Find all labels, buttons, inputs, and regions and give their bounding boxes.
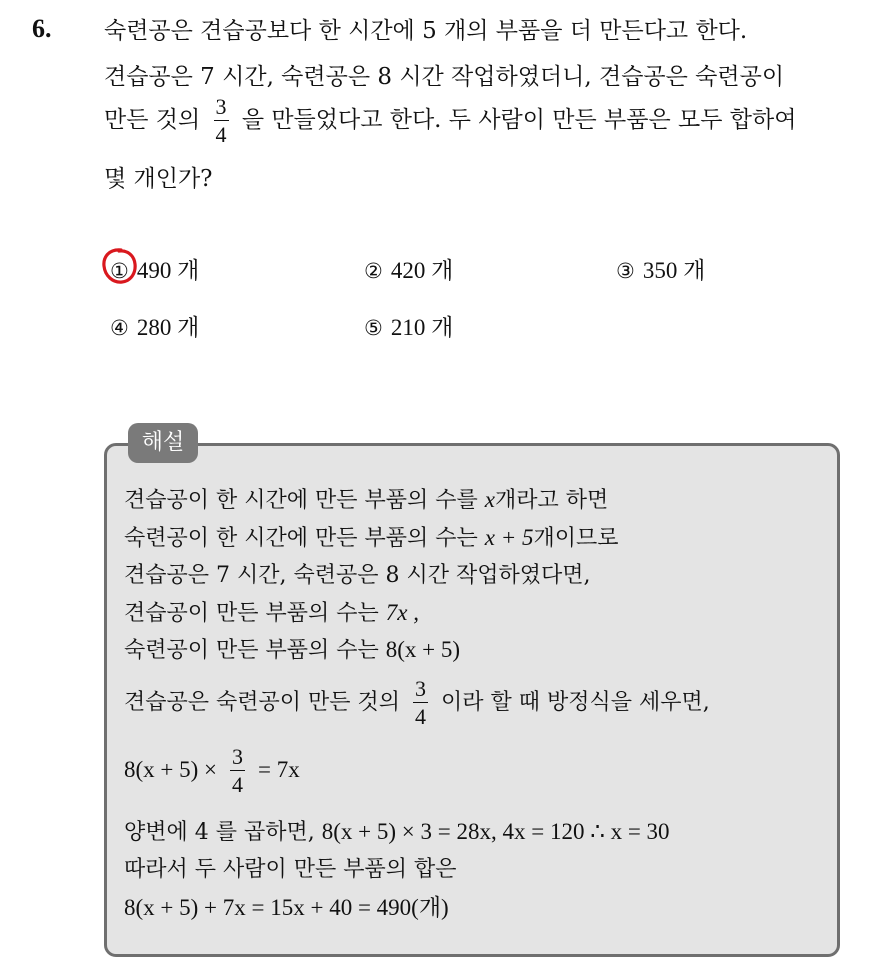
choice-2-text: 420 개 [390, 258, 454, 283]
question-line-1: 숙련공은 견습공보다 한 시간에 5 개의 부품을 더 만든다고 한다. [104, 18, 748, 44]
question-line-4: 몇 개인가? [104, 166, 213, 192]
solution-fraction-1-num: 3 [415, 676, 427, 701]
solution-fraction-2-den: 4 [232, 772, 244, 797]
choice-4-mark: ④ [110, 316, 129, 340]
fraction-numerator: 3 [215, 94, 227, 119]
choice-3[interactable] [616, 252, 705, 285]
solution-line-1 [124, 483, 608, 514]
choice-2[interactable] [364, 252, 453, 285]
question-line-2: 견습공은 7 시간, 숙련공은 8 시간 작업하였더니, 견습공은 숙련공이 [104, 64, 785, 90]
solution-line-2 [124, 521, 619, 552]
solution-line-10: 8(x + 5) + 7x = 15x + 40 = 490(개) [124, 895, 449, 920]
question-line-3-before: 만든 것의 [104, 107, 201, 133]
solution-line-6-end: 이라 할 때 방정식을 세우면, [441, 690, 710, 715]
solution-line-2-text: 숙련공이 한 시간에 만든 부품의 수는 [124, 526, 478, 551]
solution-line-8 [124, 815, 670, 846]
choice-4[interactable] [110, 309, 199, 342]
choice-2-mark: ② [364, 259, 383, 283]
question-line-3 [104, 96, 796, 146]
choice-1-text: 490 개 [136, 258, 200, 283]
question-number: 6. [32, 14, 52, 43]
question-line-3-after: 을 만들었다고 한다. 두 사람이 만든 부품은 모두 합하여 [241, 107, 797, 133]
solution-line-2-end: 개이므로 [533, 526, 619, 551]
solution-line-5-text: 숙련공이 만든 부품의 수는 [124, 638, 379, 663]
solution-line-1-end: 개라고 하면 [494, 488, 609, 513]
choice-4-text: 280 개 [136, 315, 200, 340]
choice-3-mark: ③ [616, 259, 635, 283]
solution-line-4 [124, 596, 419, 627]
choice-1-mark: ① [110, 259, 129, 283]
choice-3-text: 350 개 [642, 258, 706, 283]
choice-5[interactable] [364, 309, 453, 342]
fraction-three-quarters [214, 96, 229, 146]
solution-fraction-2 [230, 746, 245, 796]
solution-line-4-math: 7x , [385, 600, 419, 625]
solution-line-1-text: 견습공이 한 시간에 만든 부품의 수를 [124, 488, 478, 513]
choice-5-text: 210 개 [390, 315, 454, 340]
solution-line-2-math: x + 5 [484, 525, 534, 550]
solution-tag: 해설 [128, 423, 198, 463]
solution-line-6 [124, 678, 710, 728]
solution-line-8-math: 8(x + 5) × 3 = 28x, 4x = 120 ∴ x = 30 [321, 819, 670, 844]
solution-line-7 [124, 746, 300, 796]
solution-line-6-text: 견습공은 숙련공이 만든 것의 [124, 690, 401, 715]
solution-fraction-1 [413, 678, 428, 728]
solution-var-x: x [484, 487, 495, 512]
choice-5-mark: ⑤ [364, 316, 383, 340]
solution-fraction-2-num: 3 [232, 744, 244, 769]
solution-line-7-right: = 7x [258, 757, 300, 782]
solution-fraction-1-den: 4 [415, 704, 427, 729]
answer-circle-mark [101, 247, 137, 285]
fraction-denominator: 4 [215, 122, 227, 147]
solution-line-3: 견습공은 7 시간, 숙련공은 8 시간 작업하였다면, [124, 563, 591, 588]
solution-line-9: 따라서 두 사람이 만든 부품의 합은 [124, 857, 457, 882]
solution-line-4-text: 견습공이 만든 부품의 수는 [124, 601, 379, 626]
solution-line-8-text: 양변에 4 를 곱하면, [124, 820, 315, 845]
solution-line-5 [124, 633, 460, 664]
solution-line-5-math: 8(x + 5) [385, 637, 461, 662]
solution-line-7-left: 8(x + 5) × [124, 757, 218, 782]
